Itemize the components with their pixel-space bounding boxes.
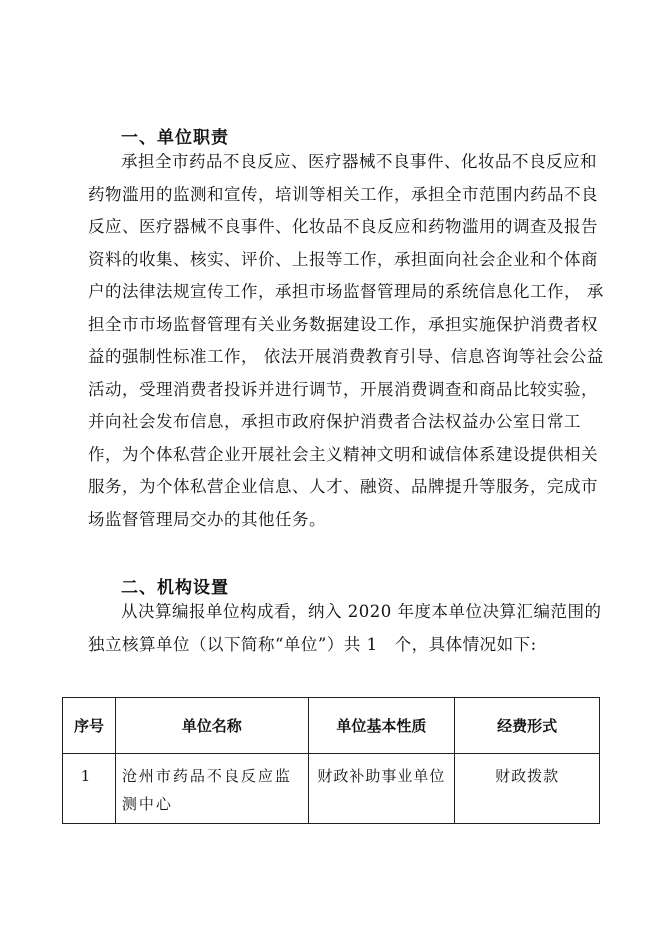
header-serial-number: 序号 [63,698,116,754]
header-unit-name: 单位名称 [115,698,308,754]
section-heading-duties: 一、单位职责 [121,128,229,148]
table-row [63,754,600,824]
duties-paragraph [88,146,608,536]
header-unit-nature: 单位基本性质 [308,698,455,754]
organization-paragraph [88,596,608,661]
organization-text: 从决算编报单位构成看，纳入 2020 年度本单位决算汇编范围的独立核算单位（以下简称“单位”）共 1 个，具体情况如下: [88,602,602,654]
cell-unit-name: 沧州市药品不良反应监测中心 [115,754,308,824]
section-heading-organization: 二、机构设置 [121,578,229,598]
duties-text: 承担全市药品不良反应、医疗器械不良事件、化妆品不良反应和药物滥用的监测和宣传，培训等相关工作，承担全市范围内药品不良反应、医疗器械不良事件、化妆品不良反应和药物滥用的调查及报告资料的收集、核实、评价、上报等工作，承担面向社会企业和个体商户的法律法规宣传工作，承担市场监督管理局的系统信息化工作， 承担全市市场监督管理有关业务数据建设工作，承担实施保护消费者权益的强制性标准工作， 依法开展消费教育引导、信息咨询等社会公益活动，受理消费者投诉并进行调节，开展消费调查和商品比较实验，并向社会发布信息，承担市政府保护消费者合法权益办公室日常工作，为个体私营企业开展社会主义精神文明和诚信体系建设提供相关服务，为个体私营企业信息、人才、融资、品牌提升等服务，完成市场监督管理局交办的其他任务。 [88,152,604,529]
cell-funding-type: 财政拨款 [455,754,600,824]
cell-serial-number: 1 [63,754,116,824]
table-header-row [63,698,600,754]
cell-unit-nature: 财政补助事业单位 [308,754,455,824]
header-funding-type: 经费形式 [455,698,600,754]
units-table [62,697,600,824]
